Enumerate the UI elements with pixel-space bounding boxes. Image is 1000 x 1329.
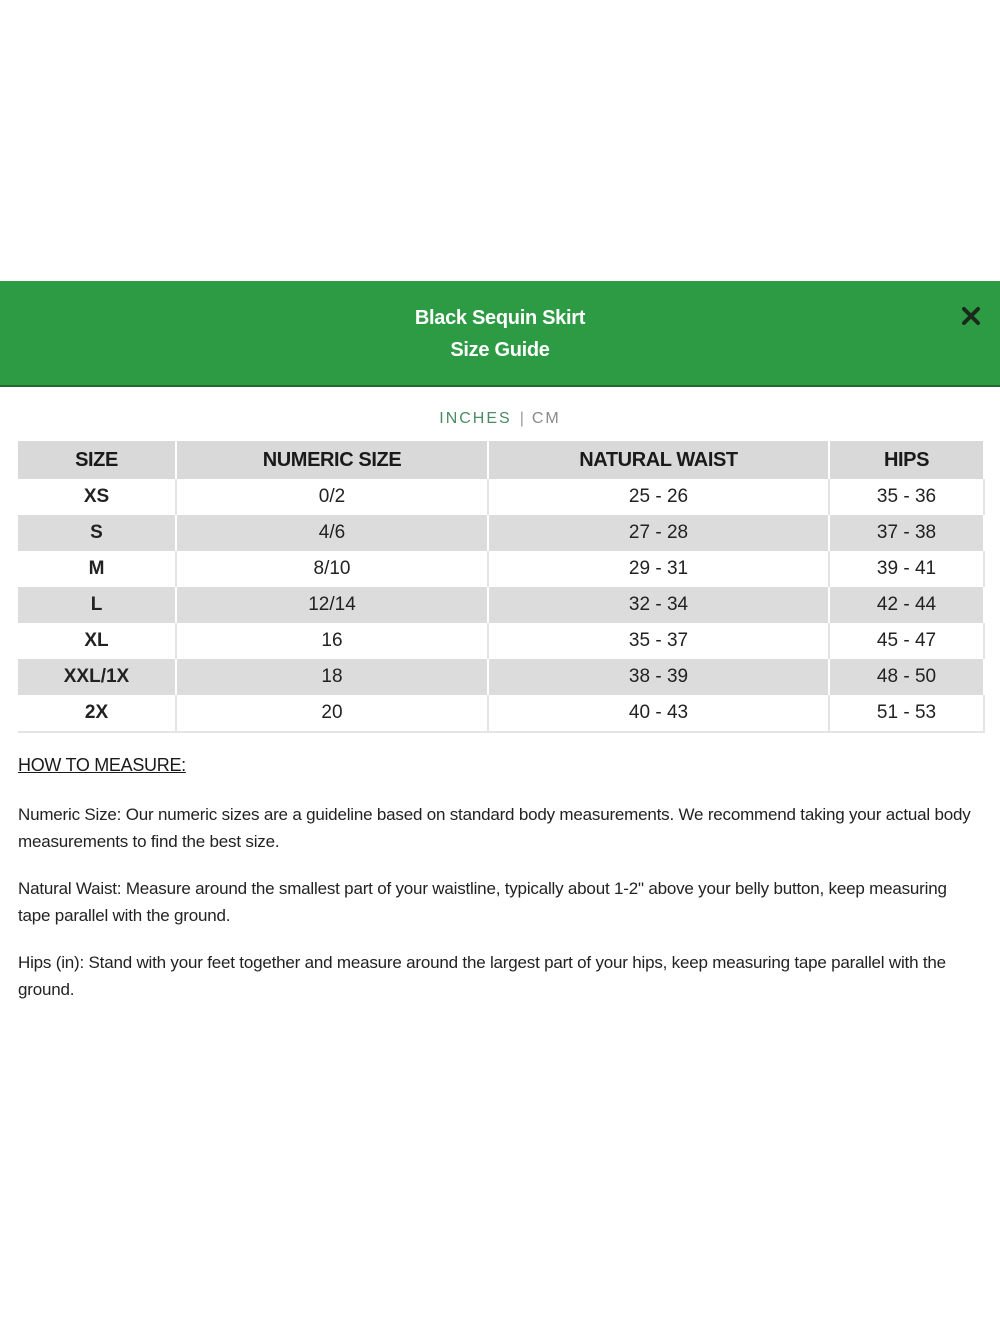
table-header-row	[18, 441, 984, 479]
unit-cm-tab[interactable]: CM	[531, 410, 561, 427]
numeric-size-cell: 18	[176, 659, 488, 695]
size-cell: L	[18, 587, 176, 623]
natural-waist-cell: 32 - 34	[488, 587, 829, 623]
natural-waist-cell: 38 - 39	[488, 659, 829, 695]
hips-cell: 39 - 41	[829, 551, 984, 587]
table-row	[18, 659, 984, 695]
size-guide-title: Size Guide	[450, 339, 550, 361]
unit-separator: |	[519, 410, 524, 427]
numeric-size-cell: 0/2	[176, 479, 488, 515]
numeric-size-cell: 20	[176, 695, 488, 732]
hips-cell: 45 - 47	[829, 623, 984, 659]
size-cell: XS	[18, 479, 176, 515]
hips-cell: 35 - 36	[829, 479, 984, 515]
size-cell: S	[18, 515, 176, 551]
table-row	[18, 551, 984, 587]
unit-toggle	[0, 410, 1000, 428]
hips-cell: 51 - 53	[829, 695, 984, 732]
size-cell: XL	[18, 623, 176, 659]
numeric-size-cell: 4/6	[176, 515, 488, 551]
how-to-measure-heading: HOW TO MEASURE:	[18, 755, 186, 775]
table-row	[18, 695, 984, 732]
table-row	[18, 623, 984, 659]
table-row	[18, 479, 984, 515]
numeric-size-cell: 12/14	[176, 587, 488, 623]
product-title: Black Sequin Skirt	[414, 307, 586, 329]
modal-header	[0, 281, 1000, 387]
column-header-numeric-size: NUMERIC SIZE	[176, 441, 488, 479]
hips-cell: 42 - 44	[829, 587, 984, 623]
hips-cell: 48 - 50	[829, 659, 984, 695]
natural-waist-cell: 29 - 31	[488, 551, 829, 587]
natural-waist-cell: 35 - 37	[488, 623, 829, 659]
close-icon	[960, 305, 982, 327]
numeric-size-instructions: Numeric Size: Our numeric sizes are a guideline based on standard body measurements. We recommend taking your actual body measurements to find the best size.	[18, 805, 971, 851]
table-row	[18, 587, 984, 623]
column-header-size: SIZE	[18, 441, 176, 479]
size-cell: 2X	[18, 695, 176, 732]
hips-instructions: Hips (in): Stand with your feet together and measure around the largest part of your hips, keep measuring tape parallel with the ground.	[18, 953, 946, 999]
column-header-hips: HIPS	[829, 441, 984, 479]
size-cell: M	[18, 551, 176, 587]
natural-waist-instructions: Natural Waist: Measure around the smallest part of your waistline, typically about 1-2" above your belly button, keep measuring tape parallel with the ground.	[18, 879, 947, 925]
unit-inches-tab[interactable]: INCHES	[439, 410, 512, 427]
close-button[interactable]	[960, 305, 982, 327]
size-chart-table	[18, 441, 985, 733]
numeric-size-cell: 8/10	[176, 551, 488, 587]
natural-waist-cell: 27 - 28	[488, 515, 829, 551]
table-row	[18, 515, 984, 551]
column-header-natural-waist: NATURAL WAIST	[488, 441, 829, 479]
hips-cell: 37 - 38	[829, 515, 984, 551]
numeric-size-cell: 16	[176, 623, 488, 659]
size-cell: XXL/1X	[18, 659, 176, 695]
natural-waist-cell: 25 - 26	[488, 479, 829, 515]
natural-waist-cell: 40 - 43	[488, 695, 829, 732]
